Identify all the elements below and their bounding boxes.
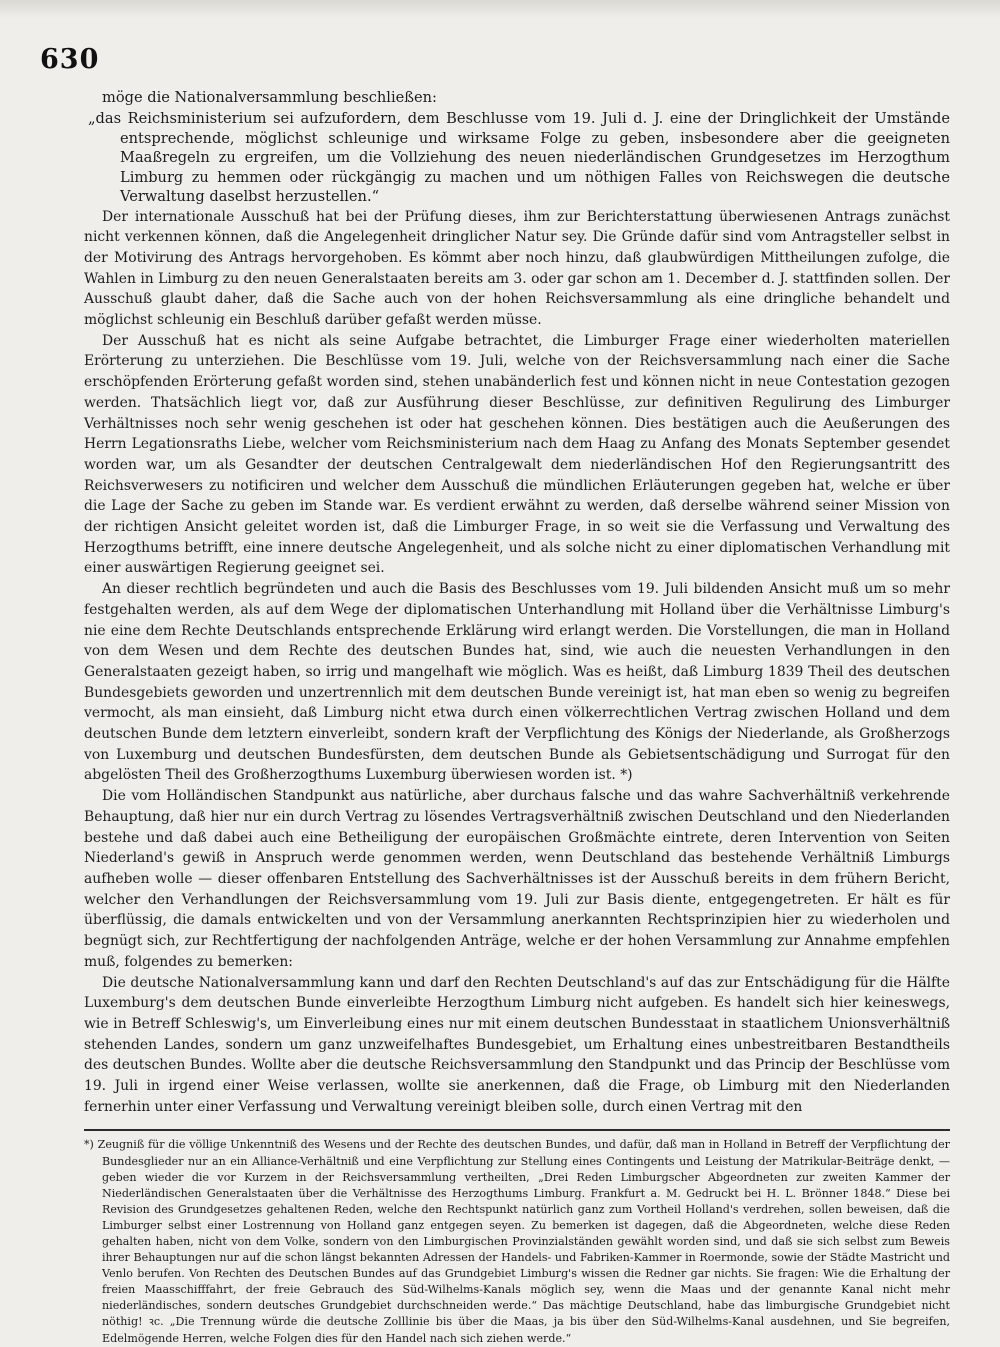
- footnote: *) Zeugniß für die völlige Unkenntniß des Wesens und der Rechte des deutschen Bundes, und dafür, daß man in Holland in Betreff der Verpflichtung der Bundesglieder nur an ein Alliance-Verhältniß und eine Verpflichtung zur Stellung eines Contingents und Leistung der Matrikular-Beiträge denkt, — geben wieder die vor Kurzem in der Reichsversammlung vertheilten, „Drei Reden Limburgscher Abgeordneten zur zweiten Kammer der Niederländischen Generalstaaten über die Verhältnisse des Herzogthums Limburg. Frankfurt a. M. Gedruckt bei H. L. Brönner 1848.“ Diese bei Revision des Grundgesetzes gehaltenen Reden, welche den Rechtspunkt natürlich ganz zum Vortheil Holland's verdrehen, sollen beweisen, daß die Limburger selbst einer Lostrennung von Holland ganz entgegen seyen. Zu bemerken ist dagegen, daß die Abgeordneten, welche diese Reden gehalten haben, nicht von dem Volke, sondern von den Limburgischen Provinzialständen gewählt worden sind, und daß sie sich selbst zum Beweis ihrer Behauptungen nur auf die schon längst bekannten Adressen der Handels- und Fabriken-Kammer in Roermonde, sowie der Städte Mastricht und Venlo berufen. Von Rechten des Deutschen Bundes auf das Grundgebiet Limburg's wissen die Redner gar nichts. Sie fragen: Wie die Erhaltung der freien Maasschifffahrt, der freie Gebrauch des Süd-Wilhelms-Kanals möglich sey, wenn die Maas und der genannte Kanal nicht mehr niederländisches, sondern deutsches Grundgebiet durchschneiden werde.“ Das mächtige Deutschland, habe das limburgische Grundgebiet nicht nöthig! ꝛc. „Die Trennung würde die deutsche Zolllinie bis über die Maas, ja bis über den Süd-Wilhelms-Kanal ausdehnen, und Sie begreifen, Edelmögende Herren, welche Folgen dies für den Handel nach sich ziehen werde.“: [84, 1138, 950, 1345]
- paragraph-5: Die deutsche Nationalversammlung kann und darf den Rechten Deutschland's auf das zur Entschädigung für die Hälfte Luxemburg's dem deutschen Bunde einverleibte Herzogthum Limburg nicht aufgeben. Es handelt sich hier keineswegs, wie in Betreff Schleswig's, um Einverleibung eines nur mit einem deutschen Bundesstaat in staatlichem Unionsverhältniß stehenden Landes, sondern um ganz unzweifelhaftes Bundesgebiet, um Erhaltung eines unbestreitbaren Bestandtheils des deutschen Bundes. Wollte aber die deutsche Reichsversammlung den Standpunkt und das Princip der Beschlüsse vom 19. Juli in irgend einer Weise verlassen, wollte sie anerkennen, daß die Frage, ob Limburg mit den Niederlanden fernerhin unter einer Verfassung und Verwaltung vereinigt bleiben solle, durch einen Vertrag mit den: [84, 974, 950, 1115]
- motion-quote: „das Reichsministerium sei aufzufordern, dem Beschlusse vom 19. Juli d. J. eine der Dringlichkeit der Umstände entsprechende, möglichst schleunige und wirksame Folge zu geben, insbesondere aber die geeigneten Maaßregeln zu ergreifen, um die Vollziehung des neuen niederländischen Grundgesetzes im Herzogthum Limburg zu hemmen oder rückgängig zu machen und um nöthigen Falles von Reichswegen die deutsche Verwaltung daselbst herzustellen.“: [88, 110, 950, 205]
- intro-line: möge die Nationalversammlung beschließen:: [102, 89, 437, 106]
- page-body: [84, 88, 950, 1347]
- footnote-divider: [84, 1129, 950, 1131]
- page-number: 630: [40, 44, 100, 75]
- scan-edge: [0, 0, 1000, 18]
- paragraph-3: An dieser rechtlich begründeten und auch die Basis des Beschlusses vom 19. Juli bildenden Ansicht muß um so mehr festgehalten werden, als auf dem Wege der diplomatischen Unterhandlung mit Holland über die Verhältnisse Limburg's nie eine dem Rechte Deutschlands entsprechende Erklärung wird erlangt werden. Die Vorstellungen, die man in Holland von dem Wesen und dem Rechte des deutschen Bundes hat, sind, wie auch die neuesten Verhandlungen in den Generalstaaten gezeigt haben, so irrig und mangelhaft wie möglich. Was es heißt, daß Limburg 1839 Theil des deutschen Bundesgebiets geworden und unzertrennlich mit dem deutschen Bunde vereinigt ist, hat man eben so wenig zu begreifen vermocht, als man einsieht, daß Limburg nicht etwa durch einen völkerrechtlichen Vertrag zwischen Holland und dem deutschen Bunde dem letztern einverleibt, sondern kraft der Verpflichtung des Königs der Niederlande, als Großherzogs von Luxemburg und deutschen Bundesfürsten, dem deutschen Bunde als Gebietsentschädigung und Surrogat für den abgelösten Theil des Großherzogthums Luxemburg überwiesen worden ist. *): [84, 581, 950, 784]
- paragraph-1: Der internationale Ausschuß hat bei der Prüfung dieses, ihm zur Berichterstattung überwiesenen Antrags zunächst nicht verkennen können, daß die Angelegenheit dringlicher Natur sey. Die Gründe dafür sind vom Antragsteller selbst in der Motivirung des Antrags hervorgehoben. Es kömmt aber noch hinzu, daß glaubwürdigen Mittheilungen zufolge, die Wahlen in Limburg zu den neuen Generalstaaten bereits am 3. oder gar schon am 1. December d. J. stattfinden sollen. Der Ausschuß glaubt daher, daß die Sache auch von der hohen Reichsversammlung als eine dringliche behandelt und möglichst schleunig ein Beschluß darüber gefaßt werden müsse.: [84, 208, 950, 329]
- paragraph-4: Die vom Holländischen Standpunkt aus natürliche, aber durchaus falsche und das wahre Sachverhältniß verkehrende Behauptung, daß hier nur ein durch Vertrag zu lösendes Vertragsverhältniß zwischen Deutschland und den Niederlanden bestehe und daß dabei auch eine Betheiligung der europäischen Großmächte eintrete, deren Intervention von Seiten Niederland's gewiß in Anspruch werde genommen werden, wenn Deutschland das bestehende Verhältniß Limburgs aufheben wolle — dieser offenbaren Entstellung des Sachverhältnisses ist der Ausschuß bereits in dem frühern Bericht, welcher den Verhandlungen der Reichsversammlung vom 19. Juli zur Basis diente, entgegengetreten. Er hält es für überflüssig, die damals entwickelten und von der Versammlung anerkannten Rechtsprinzipien hier zu wiederholen und begnügt sich, zur Rechtfertigung der nachfolgenden Anträge, welche er der hohen Versammlung zur Annahme empfehlen muß, folgendes zu bemerken:: [84, 788, 950, 970]
- paragraph-2: Der Ausschuß hat es nicht als seine Aufgabe betrachtet, die Limburger Frage einer wiederholten materiellen Erörterung zu unterziehen. Die Beschlüsse vom 19. Juli, welche von der Reichsversammlung nach einer die Sache erschöpfenden Erörterung gefaßt worden sind, stehen unabänderlich fest und können nicht in neue Contestation gezogen werden. Thatsächlich liegt vor, daß zur Ausführung dieser Beschlüsse, zur definitiven Regulirung des Limburger Verhältnisses noch sehr wenig geschehen ist oder hat geschehen können. Dies bestätigen auch die Aeußerungen des Herrn Legationsraths Liebe, welcher vom Reichsministerium nach dem Haag zu Anfang des Monats September gesendet worden war, um als Gesandter der deutschen Centralgewalt dem niederländischen Hof den Regierungsantritt des Reichsverwesers zu notificiren und welcher dem Ausschuß die mündlichen Erläuterungen gegeben hat, welche er über die Lage der Sache zu geben im Stande war. Es verdient erwähnt zu werden, daß derselbe während seiner Mission von der richtigen Ansicht geleitet worden ist, daß die Limburger Frage, in so weit sie die Verfassung und Verwaltung des Herzogthums betrifft, eine innere deutsche Angelegenheit, und als solche nicht zu einer diplomatischen Verhandlung mit einer auswärtigen Regierung geeignet sei.: [84, 332, 950, 577]
